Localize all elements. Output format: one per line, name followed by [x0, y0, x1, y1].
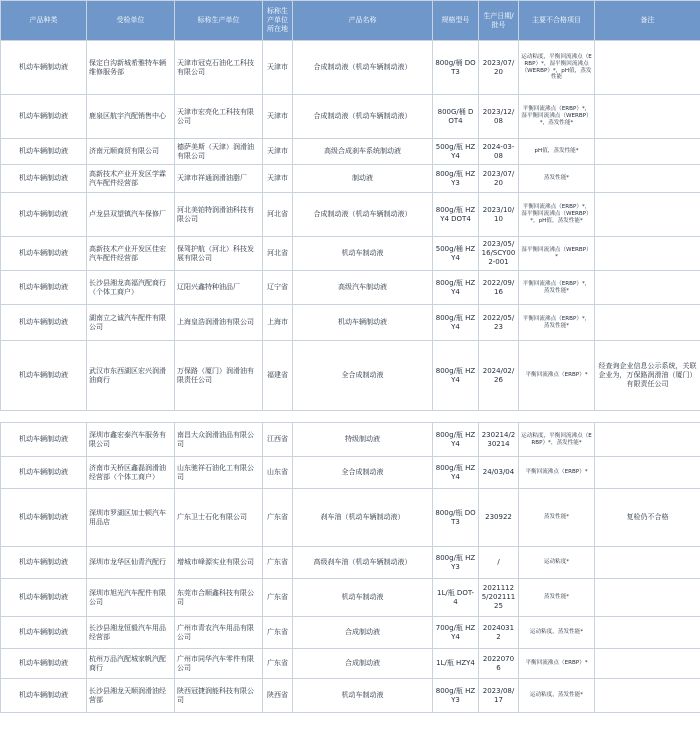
cell-manufacturer: 天津市冠克石油化工科技有限公司: [175, 41, 263, 95]
cell-category: 机动车辆制动液: [1, 193, 87, 237]
cell-category: 机动车辆制动液: [1, 579, 87, 617]
table-row: [1, 341, 700, 411]
cell-date-batch: 2023/05/16/SCY002-001: [479, 237, 519, 271]
cell-location: 广东省: [263, 547, 293, 579]
table-row: [1, 193, 700, 237]
table-row: [1, 139, 700, 165]
cell-manufacturer: 增城市峰源实业有限公司: [175, 547, 263, 579]
cell-product: 高级合成刹车系统制动液: [293, 139, 433, 165]
cell-remarks: [595, 305, 700, 341]
cell-product: 机动车制动液: [293, 679, 433, 713]
cell-remarks: 复检仍不合格: [595, 489, 700, 547]
cell-failed-items: 平衡回流沸点（ERBP）*，蒸发性能*: [519, 305, 595, 341]
cell-manufacturer: 南昌大众润滑油品有限公司: [175, 423, 263, 457]
table-row: [1, 457, 700, 489]
cell-product: 制动液: [293, 165, 433, 193]
cell-remarks: [595, 95, 700, 139]
cell-manufacturer: 河北美铂特润滑油科技有限公司: [175, 193, 263, 237]
cell-product: 刹车油（机动车辆制动液）: [293, 489, 433, 547]
cell-manufacturer: 天津市祥通润滑油脂厂: [175, 165, 263, 193]
table-row: [1, 679, 700, 713]
cell-date-batch: /: [479, 547, 519, 579]
cell-product: 特级制动液: [293, 423, 433, 457]
cell-inspected-unit: 深圳市鑫宏泰汽车服务有限公司: [87, 423, 175, 457]
cell-category: 机动车辆制动液: [1, 341, 87, 411]
cell-category: 机动车辆制动液: [1, 305, 87, 341]
cell-product: 合成制动液（机动车辆制动液）: [293, 193, 433, 237]
cell-inspected-unit: 保定白沟新城希雅特车辆维修服务部: [87, 41, 175, 95]
cell-date-batch: 20240312: [479, 617, 519, 649]
cell-product: 全合成制动液: [293, 341, 433, 411]
cell-date-batch: 2023/08/17: [479, 679, 519, 713]
cell-failed-items: 蒸发性能*: [519, 165, 595, 193]
cell-inspected-unit: 济南元顺商贸有限公司: [87, 139, 175, 165]
cell-product: 机动车制动液: [293, 237, 433, 271]
table-row: [1, 547, 700, 579]
cell-category: 机动车辆制动液: [1, 489, 87, 547]
cell-product: 高级汽车制动液: [293, 271, 433, 305]
cell-manufacturer: 陕西冠捷润能科技有限公司: [175, 679, 263, 713]
cell-inspected-unit: 长沙县湘龙天顺润滑油经营部: [87, 679, 175, 713]
cell-location: 上海市: [263, 305, 293, 341]
cell-spec: 800g/瓶 HZY4: [433, 423, 479, 457]
cell-product: 合成制动液（机动车辆制动液）: [293, 95, 433, 139]
cell-failed-items: 蒸发性能*: [519, 579, 595, 617]
cell-failed-items: 平衡回流沸点（ERBP）*，蒸发性能*: [519, 271, 595, 305]
cell-category: 机动车辆制动液: [1, 649, 87, 679]
cell-category: 机动车辆制动液: [1, 617, 87, 649]
cell-location: 江西省: [263, 423, 293, 457]
cell-spec: 1L/瓶 DOT-4: [433, 579, 479, 617]
table-header-row: [1, 1, 700, 41]
cell-remarks: [595, 547, 700, 579]
cell-remarks: 经查询企业信息公示系统，关联企业为，万保路润滑油（厦门）有限责任公司: [595, 341, 700, 411]
cell-category: 机动车辆制动液: [1, 237, 87, 271]
cell-spec: 700g/瓶 HZY4: [433, 617, 479, 649]
cell-manufacturer: 东莞市合顺鑫科技有限公司: [175, 579, 263, 617]
cell-inspected-unit: 深圳市旭光汽车配件有限公司: [87, 579, 175, 617]
cell-date-batch: 2023/07/20: [479, 165, 519, 193]
cell-inspected-unit: 长沙县湘龙恒毅汽车用品经营部: [87, 617, 175, 649]
cell-failed-items: 运动粘度，平衡回流沸点（ERBP）*，蒸发性能*: [519, 423, 595, 457]
table-row: [1, 617, 700, 649]
cell-spec: 500g/瓶 HZY4: [433, 139, 479, 165]
cell-date-batch: 2023/07/20: [479, 41, 519, 95]
cell-remarks: [595, 41, 700, 95]
cell-category: 机动车辆制动液: [1, 679, 87, 713]
header-inspected-unit: 受检单位: [87, 1, 175, 41]
table-row: [1, 271, 700, 305]
cell-location: 山东省: [263, 457, 293, 489]
cell-location: 广东省: [263, 649, 293, 679]
cell-remarks: [595, 649, 700, 679]
cell-category: 机动车辆制动液: [1, 547, 87, 579]
cell-date-batch: 2024-03-08: [479, 139, 519, 165]
cell-product: 机动车制动液: [293, 579, 433, 617]
cell-location: 天津市: [263, 165, 293, 193]
cell-inspected-unit: 高新技术产业开发区佳宏汽车配件经营部: [87, 237, 175, 271]
cell-location: 辽宁省: [263, 271, 293, 305]
table-row: [1, 579, 700, 617]
cell-category: 机动车辆制动液: [1, 165, 87, 193]
cell-inspected-unit: 深圳市龙华区仙青汽配行: [87, 547, 175, 579]
cell-location: 陕西省: [263, 679, 293, 713]
table-row: [1, 649, 700, 679]
cell-location: 广东省: [263, 579, 293, 617]
cell-failed-items: 平衡回流沸点（ERBP）*: [519, 341, 595, 411]
cell-date-batch: 230214/230214: [479, 423, 519, 457]
cell-date-batch: 2023/12/08: [479, 95, 519, 139]
cell-date-batch: 2022/09/16: [479, 271, 519, 305]
cell-location: 广东省: [263, 617, 293, 649]
cell-remarks: [595, 139, 700, 165]
cell-spec: 800g/瓶 HZY3: [433, 547, 479, 579]
cell-failed-items: 运动粘度*: [519, 547, 595, 579]
cell-product: 合成制动液: [293, 649, 433, 679]
cell-manufacturer: 广州市青农汽车用品有限公司: [175, 617, 263, 649]
cell-manufacturer: 广州市同华汽车零件有限公司: [175, 649, 263, 679]
cell-manufacturer: 辽阳兴鑫特种油品厂: [175, 271, 263, 305]
cell-spec: 800G/桶 DOT4: [433, 95, 479, 139]
cell-date-batch: 20220706: [479, 649, 519, 679]
cell-product: 高级刹车油（机动车辆制动液）: [293, 547, 433, 579]
cell-spec: 800g/瓶 DOT3: [433, 489, 479, 547]
cell-remarks: [595, 423, 700, 457]
table-row: [1, 489, 700, 547]
cell-spec: 800g/桶 DOT3: [433, 41, 479, 95]
page-break-gap: [0, 412, 700, 422]
cell-remarks: [595, 679, 700, 713]
cell-location: 河北省: [263, 237, 293, 271]
cell-inspected-unit: 杭州万品汽配城家帆汽配商行: [87, 649, 175, 679]
cell-location: 天津市: [263, 95, 293, 139]
cell-spec: 800g/瓶 HZY3: [433, 679, 479, 713]
cell-category: 机动车辆制动液: [1, 41, 87, 95]
cell-inspected-unit: 深圳市罗湖区加士顿汽车用品店: [87, 489, 175, 547]
cell-date-batch: 24/03/04: [479, 457, 519, 489]
cell-failed-items: 运动粘度，蒸发性能*: [519, 617, 595, 649]
cell-manufacturer: 广东卫士石化有限公司: [175, 489, 263, 547]
cell-date-batch: 2022/05/23: [479, 305, 519, 341]
table-row: [1, 95, 700, 139]
header-remarks: 备注: [595, 1, 700, 41]
cell-failed-items: 平衡回流沸点（ERBP）*，湿平衡回流沸点（WERBP）*，蒸发性能*: [519, 95, 595, 139]
cell-spec: 800g/瓶 HZY4: [433, 341, 479, 411]
cell-location: 天津市: [263, 139, 293, 165]
cell-inspected-unit: 卢龙县双望镇汽车保修厂: [87, 193, 175, 237]
cell-product: 合成制动液: [293, 617, 433, 649]
results-table-part2: [0, 422, 700, 713]
cell-category: 机动车辆制动液: [1, 95, 87, 139]
header-date-batch: 生产日期/批号: [479, 1, 519, 41]
cell-date-batch: 20211125/202111 25: [479, 579, 519, 617]
cell-failed-items: 运动粘度，平衡回流沸点（ERBP）*，湿平衡回流沸点（WERBP）*，pH值，蒸发性能: [519, 41, 595, 95]
cell-remarks: [595, 457, 700, 489]
cell-inspected-unit: 长沙县湘龙高福汽配商行（个体工商户）: [87, 271, 175, 305]
header-failed-items: 主要不合格项目: [519, 1, 595, 41]
header-category: 产品种类: [1, 1, 87, 41]
cell-manufacturer: 山东驰祥石油化工有限公司: [175, 457, 263, 489]
cell-spec: 1L/瓶 HZY4: [433, 649, 479, 679]
cell-location: 福建省: [263, 341, 293, 411]
cell-location: 广东省: [263, 489, 293, 547]
cell-inspected-unit: 湖南立之诚汽车配件有限公司: [87, 305, 175, 341]
cell-remarks: [595, 193, 700, 237]
cell-manufacturer: 天津市宏亮化工科技有限公司: [175, 95, 263, 139]
cell-spec: 800g/瓶 HZY4 DOT4: [433, 193, 479, 237]
cell-failed-items: pH值，蒸发性能*: [519, 139, 595, 165]
cell-category: 机动车辆制动液: [1, 139, 87, 165]
cell-location: 天津市: [263, 41, 293, 95]
cell-remarks: [595, 165, 700, 193]
cell-remarks: [595, 237, 700, 271]
cell-manufacturer: 德萨美斯（天津）润滑油有限公司: [175, 139, 263, 165]
cell-failed-items: 运动粘度，蒸发性能*: [519, 679, 595, 713]
header-location: 标称生产单位所在地: [263, 1, 293, 41]
cell-spec: 800g/瓶 HZY3: [433, 165, 479, 193]
cell-category: 机动车辆制动液: [1, 457, 87, 489]
table-row: [1, 423, 700, 457]
cell-manufacturer: 万保路（厦门）润滑油有限责任公司: [175, 341, 263, 411]
cell-category: 机动车辆制动液: [1, 271, 87, 305]
cell-date-batch: 230922: [479, 489, 519, 547]
cell-failed-items: 平衡回流沸点（ERBP）*: [519, 457, 595, 489]
cell-date-batch: 2023/10/10: [479, 193, 519, 237]
cell-inspected-unit: 武汉市东西湖区宏兴润滑油商行: [87, 341, 175, 411]
cell-product: 全合成制动液: [293, 457, 433, 489]
cell-failed-items: 湿平衡回流沸点（WERBP）*: [519, 237, 595, 271]
cell-date-batch: 2024/02/26: [479, 341, 519, 411]
cell-spec: 800g/瓶 HZY4: [433, 271, 479, 305]
header-product: 产品名称: [293, 1, 433, 41]
cell-spec: 800g/瓶 HZY4: [433, 305, 479, 341]
cell-remarks: [595, 617, 700, 649]
cell-failed-items: 平衡回流沸点（ERBP）*: [519, 649, 595, 679]
cell-inspected-unit: 鹿泉区航宇汽配销售中心: [87, 95, 175, 139]
cell-manufacturer: 保驾护航（河北）科技发展有限公司: [175, 237, 263, 271]
cell-failed-items: 平衡回流沸点（ERBP）*，湿平衡回流沸点（WERBP）*，pH值，蒸发性能*: [519, 193, 595, 237]
table-row: [1, 237, 700, 271]
cell-spec: 800g/瓶 HZY4: [433, 457, 479, 489]
cell-remarks: [595, 271, 700, 305]
table-row: [1, 41, 700, 95]
table-row: [1, 165, 700, 193]
cell-failed-items: 蒸发性能*: [519, 489, 595, 547]
cell-inspected-unit: 济南市天桥区鑫磊润滑油经营部（个体工商户）: [87, 457, 175, 489]
table-row: [1, 305, 700, 341]
cell-product: 机动车辆制动液: [293, 305, 433, 341]
cell-location: 河北省: [263, 193, 293, 237]
cell-manufacturer: 上海皇浩润滑油有限公司: [175, 305, 263, 341]
cell-spec: 500g/桶 HZY4: [433, 237, 479, 271]
header-manufacturer: 标称生产单位: [175, 1, 263, 41]
cell-product: 合成制动液（机动车辆制动液）: [293, 41, 433, 95]
cell-remarks: [595, 579, 700, 617]
cell-inspected-unit: 高新技术产业开发区学霖汽车配件经营部: [87, 165, 175, 193]
cell-category: 机动车辆制动液: [1, 423, 87, 457]
header-spec: 规格型号: [433, 1, 479, 41]
